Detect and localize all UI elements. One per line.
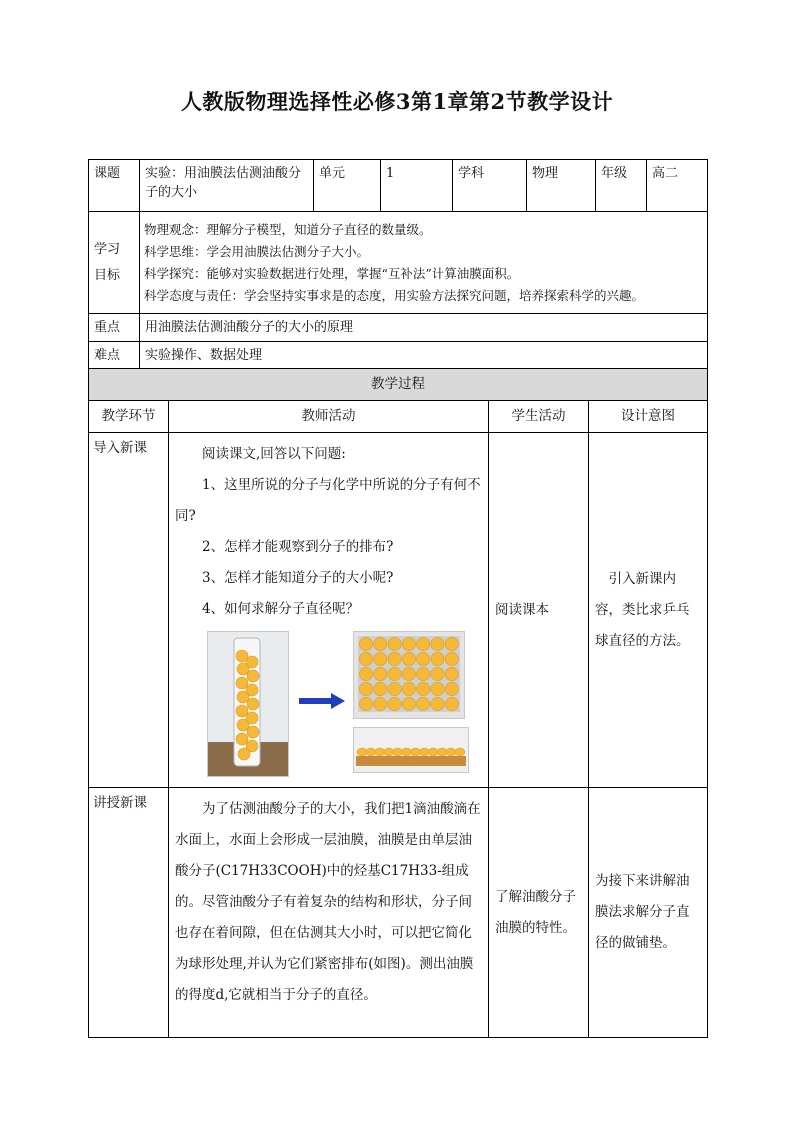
pingpong-ball — [445, 667, 458, 680]
pingpong-ball — [359, 667, 372, 680]
pingpong-ball — [428, 748, 438, 756]
header-student: 学生活动 — [489, 401, 589, 433]
key-label: 重点 — [89, 314, 140, 342]
pingpong-ball — [359, 637, 372, 650]
header-intent: 设计意图 — [589, 401, 708, 433]
grade-value: 高二 — [647, 160, 708, 212]
pingpong-ball — [402, 697, 415, 710]
teacher-intro — [169, 433, 489, 788]
info-row-goals — [89, 212, 708, 314]
goals-label-line1: 学习 — [94, 241, 121, 257]
pingpong-ball — [431, 697, 444, 710]
student-intro: 阅读课本 — [489, 433, 589, 788]
info-row-difficult — [89, 342, 708, 370]
intent-lecture: 为接下来讲解油膜法求解分子直径的做铺垫。 — [589, 788, 708, 1038]
pingpong-ball — [359, 652, 372, 665]
process-header-row — [89, 401, 708, 433]
info-row-key — [89, 314, 708, 342]
pingpong-ball — [410, 748, 420, 756]
unit-value: 1 — [381, 160, 453, 212]
goal-item: 科学思维：学会用油膜法估测分子大小。 — [144, 243, 370, 259]
pingpong-ball — [445, 697, 458, 710]
difficult-value: 实验操作、数据处理 — [140, 342, 708, 370]
pingpong-ball — [388, 667, 401, 680]
pingpong-ball — [384, 748, 394, 756]
pingpong-ball — [402, 682, 415, 695]
info-table — [88, 159, 708, 370]
pingpong-ball — [402, 652, 415, 665]
pingpong-figure — [175, 631, 484, 781]
pingpong-ball — [374, 682, 387, 695]
header-teacher: 教师活动 — [169, 401, 489, 433]
goal-item: 科学态度与责任：学会坚持实事求是的态度，用实验方法探究问题，培养探索科学的兴趣。 — [144, 287, 645, 303]
pingpong-ball — [388, 652, 401, 665]
grade-label: 年级 — [596, 160, 647, 212]
stage-intro: 导入新课 — [89, 433, 169, 788]
process-table — [88, 368, 708, 1038]
teacher-line: 阅读课文,回答以下问题: — [202, 446, 346, 462]
ball-layer-photo — [353, 727, 469, 773]
goal-item: 科学探究：能够对实验数据进行处理，掌握“互补法”计算油膜面积。 — [144, 265, 520, 281]
pingpong-ball — [431, 667, 444, 680]
topic-label: 课题 — [89, 160, 140, 212]
pingpong-ball — [375, 748, 385, 756]
pingpong-ball — [393, 748, 403, 756]
goals-label — [89, 212, 140, 314]
teacher-lecture — [169, 788, 489, 1038]
info-row-topic — [89, 160, 708, 212]
goal-item: 物理观念：理解分子模型，知道分子直径的数量级。 — [144, 221, 432, 237]
pingpong-ball — [431, 682, 444, 695]
intent-intro — [589, 433, 708, 788]
intent-text: 引入新课内容，类比求乒乓球直径的方法。 — [595, 570, 690, 649]
pingpong-ball — [402, 637, 415, 650]
pingpong-ball — [374, 667, 387, 680]
student-lecture: 了解油酸分子油膜的特性。 — [489, 788, 589, 1038]
pingpong-ball — [388, 697, 401, 710]
pingpong-ball — [446, 748, 456, 756]
pingpong-ball — [417, 697, 430, 710]
ball-grid-photo — [353, 631, 465, 719]
topic-value: 实验：用油膜法估测油酸分子的大小 — [140, 160, 314, 212]
process-section-row — [89, 369, 708, 401]
pingpong-ball — [417, 682, 430, 695]
teacher-line: 4、如何求解分子直径呢？ — [202, 601, 360, 617]
key-value: 用油膜法估测油酸分子的大小的原理 — [140, 314, 708, 342]
unit-label: 单元 — [314, 160, 381, 212]
process-section-title: 教学过程 — [89, 369, 708, 401]
teacher-line: 3、怎样才能知道分子的大小呢? — [202, 570, 394, 586]
pingpong-ball — [357, 748, 367, 756]
arrow-right-icon — [299, 693, 345, 709]
pingpong-ball — [402, 748, 412, 756]
pingpong-ball — [455, 748, 465, 756]
pingpong-ball — [417, 652, 430, 665]
teacher-paragraph: 为了估测油酸分子的大小，我们把1滴油酸滴在水面上，水面上会形成一层油膜，油膜是由单层油酸分子(C17H33COOH)中的烃基C17H33-组成的。尽管油酸分子有着复杂的结构和形状，分子间也存在着间隙，但在估测其大小时，可以把它简化为球形处理,并认为它们紧密排布(如图)。测出油膜的得度d,它就相当于分子的直径。 — [175, 801, 481, 1003]
pingpong-ball — [366, 748, 376, 756]
pingpong-ball — [445, 682, 458, 695]
pingpong-ball — [431, 652, 444, 665]
pingpong-ball — [374, 652, 387, 665]
pingpong-ball — [417, 667, 430, 680]
header-stage: 教学环节 — [89, 401, 169, 433]
pingpong-ball — [445, 637, 458, 650]
teacher-line: 1、这里所说的分子与化学中所说的分子有何不同? — [175, 477, 481, 524]
pingpong-ball — [388, 682, 401, 695]
pingpong-ball — [374, 637, 387, 650]
pingpong-ball — [402, 667, 415, 680]
pingpong-ball — [419, 748, 429, 756]
subject-label: 学科 — [453, 160, 527, 212]
pingpong-ball — [359, 682, 372, 695]
page-title: 人教版物理选择性必修3第1章第2节教学设计 — [180, 89, 614, 114]
goals-cell — [140, 212, 708, 314]
pingpong-ball — [359, 697, 372, 710]
process-row-intro — [89, 433, 708, 788]
pingpong-ball — [374, 697, 387, 710]
teacher-line: 2、怎样才能观察到分子的排布? — [202, 539, 394, 555]
pingpong-ball — [437, 748, 447, 756]
cylinder-balls-photo — [207, 631, 289, 777]
difficult-label: 难点 — [89, 342, 140, 370]
pingpong-ball — [445, 652, 458, 665]
pingpong-ball — [388, 637, 401, 650]
goals-label-line2: 目标 — [94, 267, 121, 283]
subject-value: 物理 — [527, 160, 596, 212]
stage-lecture: 讲授新课 — [89, 788, 169, 1038]
pingpong-ball — [431, 637, 444, 650]
process-row-lecture — [89, 788, 708, 1038]
pingpong-ball — [417, 637, 430, 650]
